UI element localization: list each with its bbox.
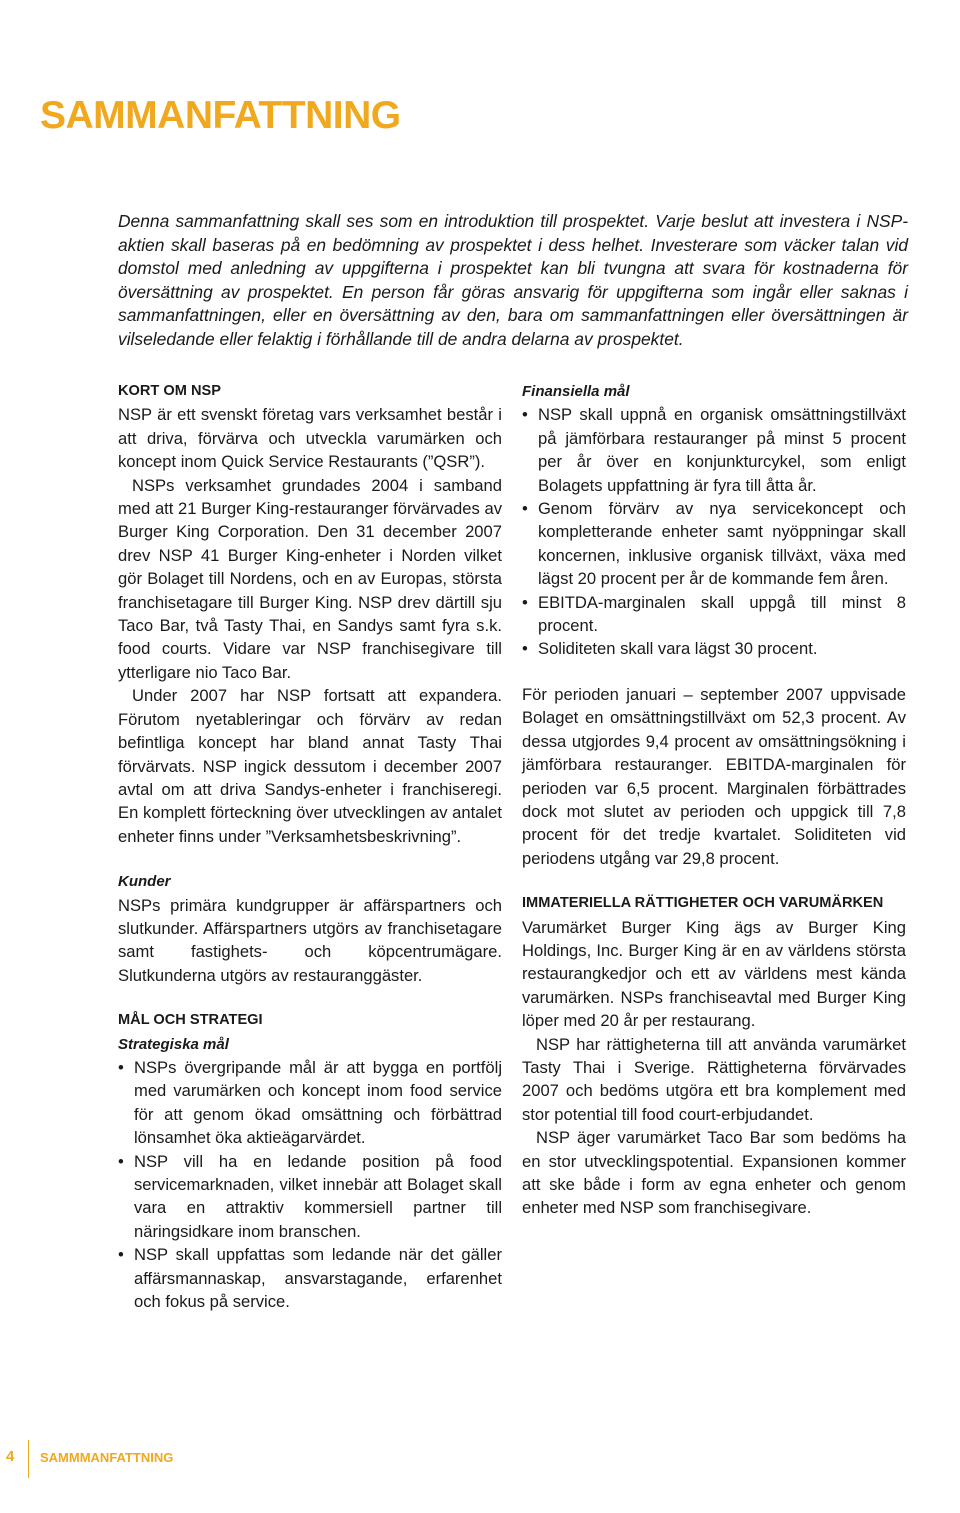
financial-goals-list bbox=[522, 403, 906, 660]
paragraph: NSPs primära kundgrupper är affärspartners och slutkunder. Affärspartners utgörs av franchisetagare samt fastighets- och köpcentrumägare. Slutkunderna utgörs av restauranggäster. bbox=[118, 895, 502, 985]
right-column bbox=[522, 380, 906, 1220]
section-heading-finansiella-mal: Finansiella mål bbox=[522, 383, 630, 400]
paragraph: Varumärket Burger King ägs av Burger King Holdings, Inc. Burger King är en av världens största restaurangkedjor och ett av världens mest kända varumärken. NSPs franchiseavtal med Burger King löper med 20 år per restaurang. bbox=[522, 917, 906, 1031]
paragraph: NSP har rättigheterna till att använda varumärket Tasty Thai i Sverige. Rättigheterna förvärvades 2007 och bedöms utgöra ett bra komplement med stor potential till food court-erbjudandet. bbox=[522, 1034, 906, 1124]
spacer bbox=[118, 987, 502, 1009]
list-item: • Genom förvärv av nya servicekoncept och kompletterande enheter samt nyöppningar skall koncernen, inklusive organisk tillväxt, växa med lägst 20 procent per år de kommande fem åren. bbox=[522, 497, 906, 591]
footer-divider bbox=[28, 1440, 29, 1478]
section-heading-immateriella-rattigheter: IMMATERIELLA RÄTTIGHETER OCH VARUMÄRKEN bbox=[522, 895, 884, 912]
section-heading-kort-om-nsp: KORT OM NSP bbox=[118, 383, 221, 399]
paragraph: NSPs verksamhet grundades 2004 i samband med att 21 Burger King-restauranger förvärvades av Burger King Corporation. Den 31 december 2007 drev NSP 41 Burger King-enheter i Norden vilket gör Bolaget till Nordens, och en av Europas, största franchisetagare till Burger King. NSP drev därtill sju Taco Bar, två Tasty Thai, en Sandys samt fyra s.k. food courts. Vidare var NSP franchisegivare till ytterligare nio Taco Bar. bbox=[118, 475, 502, 682]
section-heading-mal-och-strategi: MÅL OCH STRATEGI bbox=[118, 1012, 263, 1029]
list-item: • Soliditeten skall vara lägst 30 procent. bbox=[522, 637, 906, 660]
paragraph: NSP är ett svenskt företag vars verksamhet består i att driva, förvärva och utveckla varumärken och koncept inom Quick Service Restaurants (”QSR”). bbox=[118, 405, 502, 472]
strategic-goals-list bbox=[118, 1056, 502, 1313]
spacer bbox=[522, 870, 906, 892]
list-item: • NSPs övergripande mål är att bygga en portfölj med varumärken och koncept inom food service för att genom ökad omsättning och förbättrad lönsamhet öka aktieägarvärdet. bbox=[118, 1056, 502, 1150]
left-column bbox=[118, 380, 502, 1313]
list-item: • NSP skall uppnå en organisk omsättningstillväxt på jämförbara restauranger på minst 5 procent per år över en konjunkturcykel, som enligt Bolagets uppfattning är fyra till åtta år. bbox=[522, 403, 906, 497]
footer-section-label: SAMMMANFATTNING bbox=[40, 1450, 174, 1465]
page-title: SAMMANFATTNING bbox=[40, 94, 401, 137]
paragraph: För perioden januari – september 2007 uppvisade Bolaget en omsättningstillväxt om 52,3 procent. Av dessa utgjordes 9,4 procent av omsättningsökning i jämförbara restauranger. EBITDA-marginalen för perioden var 6,5 procent. Marginalen förbättrades dock mot slutet av perioden och uppgick till 7,8 procent för det tredje kvartalet. Soliditeten vid periodens utgång var 29,8 procent. bbox=[522, 684, 906, 868]
list-item: • NSP vill ha en ledande position på food servicemarknaden, vilket innebär att Bolaget skall vara en attraktiv kommersiell partner till näringsidkare inom branschen. bbox=[118, 1150, 502, 1244]
paragraph: Under 2007 har NSP fortsatt att expandera. Förutom nyetableringar och förvärv av redan befintliga koncept har bland annat Tasty Thai förvärvats. NSP ingick dessutom i december 2007 avtal om att driva Sandys-enheter i franchiseregi. En komplett förteckning över utvecklingen av antalet enheter finns under ”Verksamhetsbeskrivning”. bbox=[118, 686, 502, 846]
list-item: • NSP skall uppfattas som ledande när det gäller affärsmannaskap, ansvarstagande, erfarenhet och fokus på service. bbox=[118, 1243, 502, 1313]
page-number: 4 bbox=[6, 1448, 15, 1465]
spacer bbox=[118, 848, 502, 870]
paragraph: NSP äger varumärket Taco Bar som bedöms ha en stor utvecklingspotential. Expansionen kommer att ske både i form av egna enheter och genom enheter med NSP som franchisegivare. bbox=[522, 1128, 906, 1218]
spacer bbox=[522, 661, 906, 683]
section-heading-kunder: Kunder bbox=[118, 873, 171, 891]
subheading-strategiska-mal: Strategiska mål bbox=[118, 1035, 229, 1053]
intro-paragraph: Denna sammanfattning skall ses som en introduktion till prospektet. Varje beslut att investera i NSP-aktien skall baseras på en bedömning av prospektet i dess helhet. Investerare som väcker talan vid domstol med anledning av uppgifterna i prospektet kan bli tvungna att svara för kostnaderna för översättning av prospektet. En person får göras ansvarig för uppgifterna som ingår eller saknas i sammanfattningen, eller en översättning av den, bara om sammanfattningen eller översättningen är vilseledande eller felaktig i förhållande till de andra delarna av prospektet. bbox=[118, 211, 908, 349]
list-item: • EBITDA-marginalen skall uppgå till minst 8 procent. bbox=[522, 591, 906, 638]
